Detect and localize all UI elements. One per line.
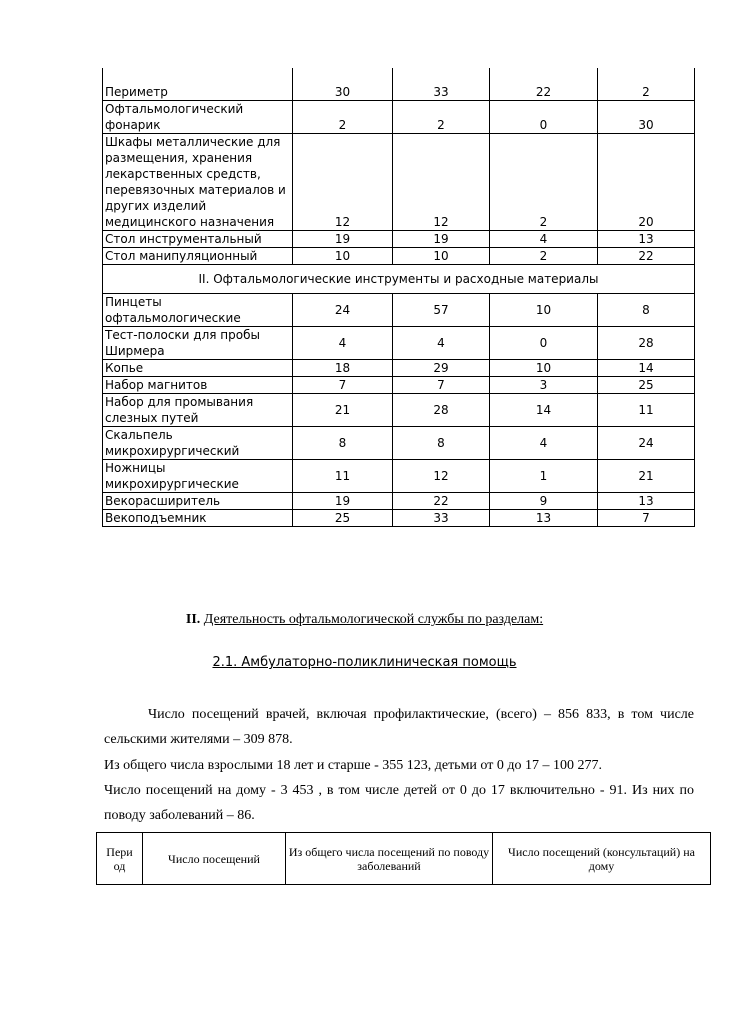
cell-value: 22 bbox=[490, 68, 598, 101]
row-name: Стол инструментальный bbox=[103, 231, 293, 248]
table-row bbox=[103, 101, 695, 134]
row-name: Скальпель микрохирургический bbox=[103, 427, 293, 460]
cell-value: 30 bbox=[293, 68, 393, 101]
section-heading bbox=[0, 612, 729, 628]
cell-value: 22 bbox=[393, 493, 490, 510]
cell-value: 13 bbox=[598, 493, 695, 510]
cell-value: 57 bbox=[393, 294, 490, 327]
cell-value: 12 bbox=[393, 134, 490, 231]
paragraph-line: Число посещений врачей, включая профилактические, (всего) – 856 833, в том числе bbox=[148, 707, 694, 722]
cell-value: 4 bbox=[393, 327, 490, 360]
cell-value: 8 bbox=[293, 427, 393, 460]
cell-value: 19 bbox=[293, 493, 393, 510]
cell-value: 13 bbox=[490, 510, 598, 527]
cell-value: 25 bbox=[598, 377, 695, 394]
cell-value: 10 bbox=[490, 294, 598, 327]
cell-value: 2 bbox=[490, 248, 598, 265]
cell-value: 24 bbox=[293, 294, 393, 327]
row-name: Копье bbox=[103, 360, 293, 377]
cell-value: 2 bbox=[598, 68, 695, 101]
row-name: Векоподъемник bbox=[103, 510, 293, 527]
cell-value: 3 bbox=[490, 377, 598, 394]
table-row bbox=[103, 394, 695, 427]
equipment-table bbox=[102, 68, 695, 527]
table-row bbox=[103, 427, 695, 460]
cell-value: 8 bbox=[393, 427, 490, 460]
cell-value: 14 bbox=[598, 360, 695, 377]
cell-value: 10 bbox=[393, 248, 490, 265]
cell-value: 2 bbox=[293, 101, 393, 134]
section-row bbox=[103, 265, 695, 294]
cell-value: 12 bbox=[393, 460, 490, 493]
table-row bbox=[103, 377, 695, 394]
row-name: Пинцеты офтальмологические bbox=[103, 294, 293, 327]
paragraph-visits bbox=[104, 706, 694, 749]
paragraph-line: сельскими жителями – 309 878. bbox=[104, 732, 293, 747]
row-name: Тест-полоски для пробы Ширмера bbox=[103, 327, 293, 360]
table-header-row bbox=[97, 833, 711, 885]
cell-value: 30 bbox=[598, 101, 695, 134]
cell-value: 29 bbox=[393, 360, 490, 377]
subsection-heading: 2.1. Амбулаторно-поликлиническая помощь bbox=[212, 655, 517, 670]
cell-value: 18 bbox=[293, 360, 393, 377]
table-row bbox=[103, 248, 695, 265]
table-row bbox=[103, 360, 695, 377]
cell-value: 22 bbox=[598, 248, 695, 265]
table-row bbox=[103, 294, 695, 327]
cell-value: 13 bbox=[598, 231, 695, 248]
table-row bbox=[103, 510, 695, 527]
cell-value: 11 bbox=[293, 460, 393, 493]
section-heading-text: Деятельность офтальмологической службы по разделам: bbox=[203, 612, 544, 627]
cell-value: 19 bbox=[293, 231, 393, 248]
cell-value: 11 bbox=[598, 394, 695, 427]
cell-value: 19 bbox=[393, 231, 490, 248]
row-name: Набор для промывания слезных путей bbox=[103, 394, 293, 427]
cell-value: 7 bbox=[598, 510, 695, 527]
cell-value: 28 bbox=[393, 394, 490, 427]
cell-value: 14 bbox=[490, 394, 598, 427]
cell-value: 20 bbox=[598, 134, 695, 231]
table-row bbox=[103, 68, 695, 101]
table-row bbox=[103, 327, 695, 360]
cell-value: 2 bbox=[490, 134, 598, 231]
section-number: II. bbox=[185, 612, 201, 627]
row-name: Набор магнитов bbox=[103, 377, 293, 394]
row-name: Шкафы металлические для размещения, хранения лекарственных средств, перевязочных материалов и других изделий медицинского назначения bbox=[103, 134, 293, 231]
section-title: II. Офтальмологические инструменты и расходные материалы bbox=[103, 265, 695, 294]
table-row bbox=[103, 493, 695, 510]
cell-value: 33 bbox=[393, 68, 490, 101]
cell-value: 0 bbox=[490, 101, 598, 134]
paragraph-adults-children: Из общего числа взрослыми 18 лет и старше - 355 123, детьми от 0 до 17 – 100 277. bbox=[104, 758, 602, 773]
cell-value: 9 bbox=[490, 493, 598, 510]
table-row bbox=[103, 460, 695, 493]
table-row bbox=[103, 134, 695, 231]
cell-value: 8 bbox=[598, 294, 695, 327]
cell-value: 7 bbox=[393, 377, 490, 394]
cell-value: 21 bbox=[293, 394, 393, 427]
cell-value: 10 bbox=[293, 248, 393, 265]
row-name: Векорасширитель bbox=[103, 493, 293, 510]
cell-value: 10 bbox=[490, 360, 598, 377]
row-name: Офтальмологический фонарик bbox=[103, 101, 293, 134]
paragraph-line: Число посещений на дому - 3 453 , в том числе детей от 0 до 17 включительно - 91. Из них по bbox=[104, 783, 694, 798]
cell-value: 0 bbox=[490, 327, 598, 360]
cell-value: 28 bbox=[598, 327, 695, 360]
header-home-visits: Число посещений (консультаций) на дому bbox=[493, 833, 711, 885]
cell-value: 4 bbox=[490, 427, 598, 460]
cell-value: 1 bbox=[490, 460, 598, 493]
cell-value: 4 bbox=[490, 231, 598, 248]
cell-value: 4 bbox=[293, 327, 393, 360]
header-period: Пери од bbox=[97, 833, 143, 885]
cell-value: 12 bbox=[293, 134, 393, 231]
row-name: Стол манипуляционный bbox=[103, 248, 293, 265]
paragraph-home-visits bbox=[104, 782, 694, 825]
row-name: Ножницы микрохирургические bbox=[103, 460, 293, 493]
visits-table bbox=[96, 832, 711, 885]
cell-value: 33 bbox=[393, 510, 490, 527]
paragraph-line: поводу заболеваний – 86. bbox=[104, 808, 255, 823]
cell-value: 21 bbox=[598, 460, 695, 493]
header-visits: Число посещений bbox=[143, 833, 286, 885]
cell-value: 25 bbox=[293, 510, 393, 527]
cell-value: 24 bbox=[598, 427, 695, 460]
header-disease-visits: Из общего числа посещений по поводу заболеваний bbox=[286, 833, 493, 885]
cell-value: 7 bbox=[293, 377, 393, 394]
cell-value: 2 bbox=[393, 101, 490, 134]
table-row bbox=[103, 231, 695, 248]
row-name: Периметр bbox=[103, 68, 293, 101]
